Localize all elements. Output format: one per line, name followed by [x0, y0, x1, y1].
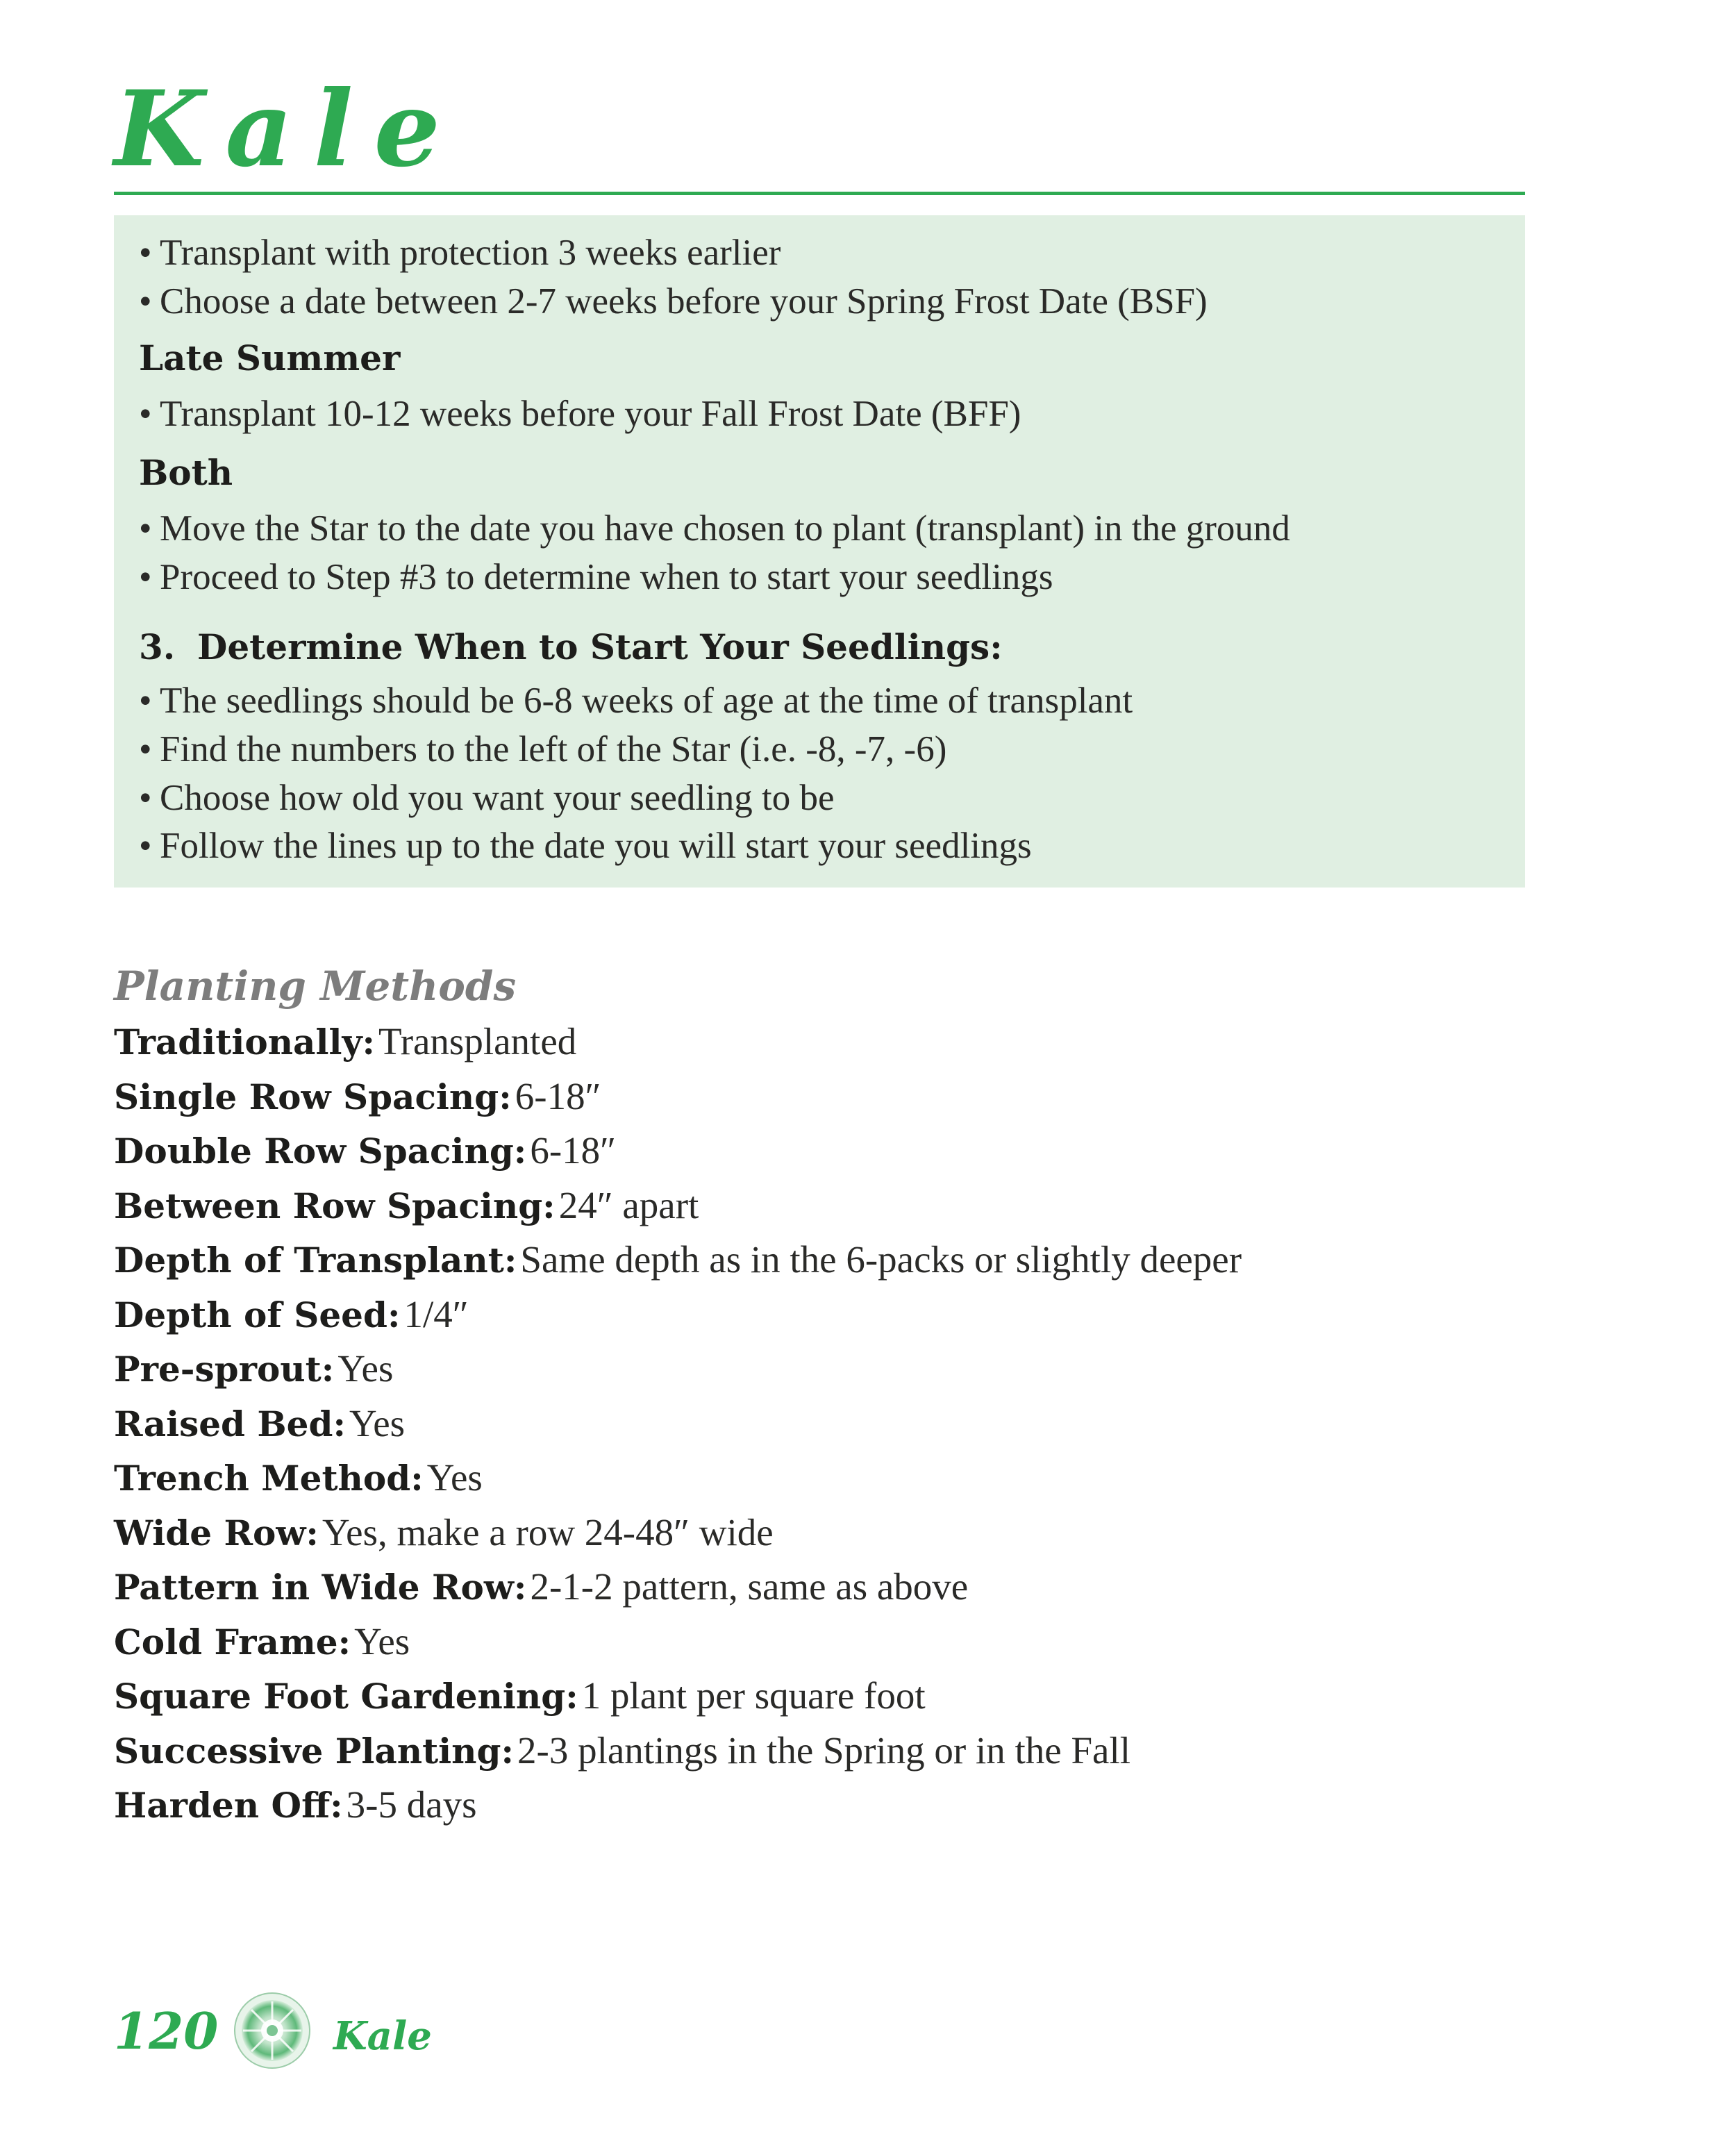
bullet-item: • Follow the lines up to the date you will start your seedlings [139, 826, 1032, 866]
both-heading: Both [139, 452, 233, 493]
timing-instructions-box [114, 215, 1525, 888]
page-title: Kale [114, 68, 461, 190]
method-item: Raised Bed: Yes [114, 1401, 406, 1444]
method-item: Between Row Spacing: 24″ apart [114, 1183, 699, 1226]
bullet-item: • Find the numbers to the left of the Star (i.e. -8, -7, -6) [139, 729, 947, 769]
page-number: 120 [114, 2001, 219, 2060]
bullet-item: • Choose a date between 2-7 weeks before your Spring Frost Date (BSF) [139, 281, 1208, 322]
method-item: Cold Frame: Yes [114, 1619, 410, 1663]
title-divider [114, 192, 1525, 195]
method-item: Square Foot Gardening: 1 plant per square foot [114, 1674, 926, 1717]
planting-methods-title: Planting Methods [114, 963, 517, 1010]
method-item: Traditionally: Transplanted [114, 1020, 577, 1063]
method-item: Wide Row: Yes, make a row 24-48″ wide [114, 1510, 774, 1553]
step3-heading: 3. Determine When to Start Your Seedlings: [139, 626, 1003, 667]
bullet-item: • Proceed to Step #3 to determine when to start your seedlings [139, 557, 1053, 597]
method-item: Depth of Transplant: Same depth as in the 6-packs or slightly deeper [114, 1238, 1242, 1281]
bullet-item: • Choose how old you want your seedling to be [139, 778, 835, 818]
star-medallion-icon [233, 1992, 311, 2069]
method-item: Harden Off: 3-5 days [114, 1783, 477, 1826]
method-item: Depth of Seed: 1/4″ [114, 1292, 469, 1335]
method-item: Trench Method: Yes [114, 1456, 483, 1499]
planting-methods-list [114, 1015, 1242, 1833]
method-item: Pattern in Wide Row: 2-1-2 pattern, same as above [114, 1565, 969, 1608]
late-summer-heading: Late Summer [139, 338, 401, 378]
method-item: Successive Planting: 2-3 plantings in the Spring or in the Fall [114, 1728, 1131, 1772]
bullet-item: • Move the Star to the date you have chosen to plant (transplant) in the ground [139, 508, 1290, 549]
method-item: Pre-sprout: Yes [114, 1347, 394, 1390]
bullet-item: • Transplant 10-12 weeks before your Fall Frost Date (BFF) [139, 394, 1021, 434]
footer-section-label: Kale [333, 2013, 432, 2059]
bullet-item: • Transplant with protection 3 weeks earlier [139, 233, 781, 273]
method-item: Single Row Spacing: 6-18″ [114, 1074, 601, 1117]
bullet-item: • The seedlings should be 6-8 weeks of age at the time of transplant [139, 681, 1133, 721]
method-item: Double Row Spacing: 6-18″ [114, 1129, 617, 1172]
